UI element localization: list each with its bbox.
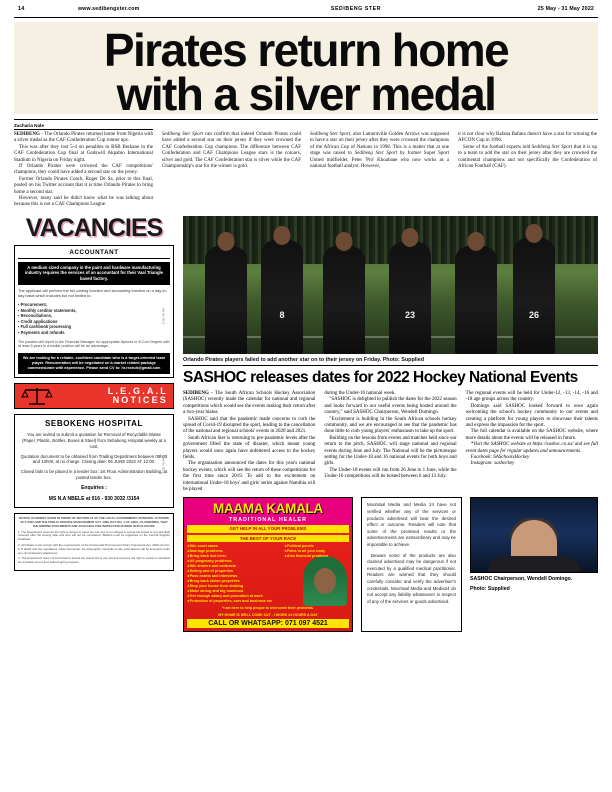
page-number: 14 <box>18 5 25 12</box>
maama-services <box>187 544 349 604</box>
hospital-ad-code: Ref No 0012 <box>161 456 166 474</box>
maama-ad-title: MAAMA KAMALA <box>213 501 323 517</box>
sashoc-facebook-handle[interactable]: Facebook: SASchoolsHockey <box>470 454 530 460</box>
disclaimer-p2: Beware some of the products are also claimed advertised may be dangerous if not executed by a qualified medical practitioner. Readers are warned that they should carefully consider and verify the advertiser's credentials. MooiVaal Media and Media24 do not accept any liability whatsoever in respect of any of the services or goods advertised. <box>367 552 456 604</box>
sashoc-column-1 <box>183 391 315 494</box>
sashoc-instagram-handle[interactable]: Instagram: sashockey <box>470 461 515 467</box>
player-figure <box>261 240 303 354</box>
list-item: ★ Win court cases <box>187 544 284 549</box>
sashoc-headline: SASHOC releases dates for 2022 Hockey National Events <box>183 365 598 387</box>
player-figure <box>389 242 431 354</box>
list-item: ★ Bring back stolen properties <box>187 579 284 584</box>
healer-portrait <box>303 556 347 606</box>
lead-col3-emphasis-2: Sedibeng Ster Sport <box>354 151 398 157</box>
list-item: ▪ Reconciliations, <box>18 313 170 319</box>
list-item: ★ Pains in all your body <box>284 549 349 554</box>
list-item: ▪ Credit applications <box>18 319 170 325</box>
portrait-shoulders <box>488 556 580 572</box>
list-item: ★ Bring back lost lover <box>187 554 284 559</box>
jersey-number: 8 <box>279 309 285 320</box>
lead-col3-p1b: by former Super Sport United midfielder, Peter 'Pro' Khoabane who now works as a national football analyst. However, <box>310 151 449 170</box>
player-figure <box>205 246 247 354</box>
list-item: ★ Also financial problems <box>284 554 349 559</box>
sashoc-col2-text <box>324 391 456 481</box>
sashoc-col1-p4: The organisation announced the dates for this year's national hockey events, which will see the return of these competitions for the first time since 2019. To add to the excitement on international Under-18 boys' and girls' series against Namibia will be played <box>183 461 316 492</box>
list-item: ▪ Full cashbook processing <box>18 324 170 330</box>
sashoc-col1-text <box>183 391 315 494</box>
jersey-number: 26 <box>528 309 540 320</box>
lead-col4-p2-pre: Some of the football experts told <box>463 144 532 150</box>
sashoc-col3-p2: Domingo said SASHOC looked forward to once again welcoming the school's hockey community to our events and creating a platform for young players to showcase their talents and express the impassion for the sport. <box>465 403 598 428</box>
lead-col3-p1: , also Lamontville Golden Arrows was supposed to have a star on their jersey after they were crowned the champions of the African Cup of Nations in 1998. This is a matter that at one stage was raised to <box>310 132 450 157</box>
orlando-pirates-photo <box>183 216 598 354</box>
sashoc-col2-p2: "SASHOC is delighted to publish the dates for the 2022 season and looks forward to our useful events being hosted around the country," said SASHOC Chairperson, Wendell Domingo. <box>324 397 457 416</box>
sashoc-col2-p3: "Excitement is building in the South African schools hockey community, and we are encouraged to see that the pandemic has done little to curb young players' enthusiasm to take up the sport. <box>324 416 457 435</box>
list-item: ▪ Payments and refunds <box>18 330 170 336</box>
advertising-disclaimer <box>361 497 462 632</box>
jersey-number: 23 <box>404 309 416 320</box>
wendell-domingo-photo <box>470 497 598 573</box>
website-url[interactable]: www.sedibengster.com <box>78 5 140 12</box>
issue-date: 25 May - 31 May 2022 <box>537 5 594 12</box>
lead-col3-text <box>310 132 449 170</box>
lead-photo-block <box>183 216 598 363</box>
sashoc-column-2 <box>324 391 456 494</box>
headline-line-1: Pirates return home <box>103 24 509 76</box>
list-item: ▪ Procurement, <box>18 302 170 308</box>
legal-notices-banner <box>14 383 174 409</box>
vacancy-intro: A medium sized company in the paint and hardware manufacturing industry requires the services of an accountant for their Vaal Triangle based factory. <box>18 262 170 285</box>
bottom-row <box>183 497 598 632</box>
lead-col1-p5: However, many said he didn't know what he was talking about because this is not a CAF Champions League. <box>14 196 153 208</box>
maama-strapline-2: THE BEST OF YOUR RACE <box>187 535 349 542</box>
lead-column-4 <box>458 123 597 209</box>
lead-column-3 <box>310 123 449 209</box>
lead-col1-p3: If Orlando Pirates were crowned the CAF competitions' champions, they could have added a second star on the jersey. <box>14 164 153 176</box>
sashoc-col2-p1: during the Under-16 national week. <box>324 390 396 396</box>
vacancies-title: VACANCIES <box>25 213 163 242</box>
list-item: ★ Make strong and big manhood <box>187 589 284 594</box>
fine-print-3: 3. The Department does not bind itself to accept the lowest bid or any bid and reserves the right to cancel or withdraw the invitation at any time without giving reasons. <box>18 556 170 565</box>
legal-line-1: L.E.G.A.L <box>107 386 168 397</box>
maama-ad-subtitle: TRADITIONAL HEALER <box>228 517 308 524</box>
sashoc-col3-text <box>466 391 598 468</box>
classifieds-rail <box>14 212 174 633</box>
portrait-caption-line-2: Photo: Supplied <box>470 586 510 593</box>
fine-print-heading: NOTICE IS HEREBY GIVEN IN TERMS OF SECTION 21 OF THE LOCAL GOVERNMENT: MUNICIPAL SYSTEMS ACT, 2000 AND THE PUBLIC FINANCE MANAGEMENT ACT, 1999 (ACT NO. 1 OF 1999), AS AMENDED, THAT THE BIDDING DOCUMENTS ARE AVAILABLE FOR INSPECTION DURING OFFICE HOURS. <box>19 515 169 528</box>
sashoc-col1-p2: SASHOC said that the pandemic made concerns to curb the spread of Covid-19 disrupted the sport, leading to the cancellation of the national and regional schools' events in 2020 and 2021. <box>183 416 316 435</box>
maama-services-right <box>284 544 349 559</box>
maama-strapline-1: GET HELP IN ALL YOUR PROBLEMS <box>187 525 349 532</box>
player-figure <box>455 246 497 354</box>
sebokeng-hospital-notice[interactable] <box>14 414 174 508</box>
lead-photo-caption: Orlando Pirates players failed to add another star on to their jersey on Friday. Photo: Supplied <box>183 356 425 363</box>
list-item: ★ Political panels <box>284 544 349 549</box>
lead-col2-emphasis: Sedibeng Ster Sport <box>162 132 204 137</box>
legal-banner-text <box>54 387 168 405</box>
vacancy-footer: We are looking for a reliable, confident candidate who is a target-oriented team player. Remuneration will be negotiated on a market related package commensurate with experience. Please send CV to: hr.recruit@gmail.com <box>18 353 170 374</box>
lead-col1-p4: Former Orlando Pirates Coach, Roger De Sa, prior to this final, posted on his Twitter account that it is time Orlando Pirates to bring home a second star. <box>14 176 153 195</box>
list-item: ★ Stop your house from shaking <box>187 584 284 589</box>
vacancy-note: The position will report to the Financial Manager. An appropriate diploma or B.Com Degree with at least 5 years in a similar position will be an advantage. <box>18 339 170 349</box>
lead-col4-p1: it is not clear why Bafana Bafana doesn't have a star for winning the AFCON Cup in 1996. <box>458 132 597 144</box>
accountant-vacancy-ad[interactable] <box>14 245 174 378</box>
lead-col1-p2: This was after they lost 5-4 on penalties to RSB Berkane in the CAF Confederation Cup final at Godswill Akpabio International Stadium in Nigeria on Friday night. <box>14 144 153 163</box>
disclaimer-p1: MooiVaal Media and Media 24 have not verified whether any of the services or products advertised will bear the desired effect or outcome. Readers will note that some of the promised results or the advertisements are extraordinary and may be impossible to achieve. <box>367 502 456 547</box>
sashoc-col2-p4: Building on the lessons from events and matches held since our return to the pitch, SASHOC will stage national and regional events during June and July. The National will be the picturesque setting for the Under-18 and 16 national events for both boys and girls. <box>324 435 457 467</box>
lead-col4-p2: that it is up to a team to add the star on their jersey after they are crowned the continental champions and not specifically the Confederation of African Football (CAF). <box>458 144 597 170</box>
vacancy-role: ACCOUNTANT <box>18 249 170 259</box>
fine-print-2: 2. All bidders must comply with the requirements of the Preferential Procurement Policy Framework Act, 2000 (Act No. 5 of 2000) and the regulations made thereunder. No telegraphic, facsimile or late submissions will be accepted under any circumstances whatsoever. <box>18 542 170 555</box>
lead-col1-p1: - The Orlando Pirates returned home from Nigeria with a silver medal as the CAF Confederation Cup runner ups. <box>14 132 153 144</box>
maama-kamala-ad[interactable] <box>183 497 353 632</box>
maama-footer-note: *I am here to help people to overcome their problems. <box>222 606 314 611</box>
fine-print-1: 1. The Department reserves the right to accept or reject any bid and is not obliged to accept the lowest or any bid. Bids received after the closing date and time will not be considered. Bidders must be registered on the Central Supplier Database. <box>18 529 170 542</box>
maama-services-left <box>187 544 284 604</box>
lead-col2-p1: can confirm that indeed Orlando Pirates could have added a second star on their jersey if they were crowned the CAF Confederation Cup champions. The difference between CAF Confederation and CAF Champions League stars is the colours, silver and gold. The CAF Confederation star is silver while the CAF Championship's star for the winner is gold. <box>162 132 301 170</box>
legal-line-2: NOTICES <box>112 395 168 406</box>
lead-col2-text <box>162 132 301 170</box>
headline-line-2: with a silver medal <box>116 68 496 120</box>
sashoc-column-3 <box>466 391 598 494</box>
lead-col4-emphasis: Sedibeng Ster Sport <box>531 144 573 150</box>
sashoc-note-1: *Visit the SASHOC website at https://sashoc.co.za/ and see full event dates page for regular updates and announcements. <box>465 442 598 454</box>
player-figure <box>323 246 365 354</box>
lower-region <box>14 212 598 633</box>
list-item: ★ Selling and of properties <box>187 569 284 574</box>
sashoc-col3-p1: The regional events will be held for Under-12, -13, -14, -16 and -18 age groups across the country. <box>465 390 598 403</box>
lead-col1-text <box>14 132 153 209</box>
hospital-notice-p3: Closed bids to be placed in a tender box: 1st Floor Administration Building, at posted tender box. <box>20 469 168 480</box>
lead-col4-text <box>458 132 597 170</box>
maama-services-right-col <box>284 544 349 604</box>
sashoc-col1-p1: - The South African Schools Hockey Association (SASHOC) recently made the calendar for national and regional competitions which would see the events making their return after a two-year hiatus. <box>183 390 316 416</box>
hospital-fine-print <box>14 513 174 571</box>
hospital-enquiries-label: Enquiries : <box>81 484 107 491</box>
list-item: ★ Get enough salary and promotion at work <box>187 594 284 599</box>
list-item: ★ All pregnancy problems <box>187 559 284 564</box>
masthead <box>14 0 598 18</box>
hospital-enquiries-value: MS N.A NBELE at 016 - 930 3032 /3154 <box>48 495 140 502</box>
scales-of-justice-icon <box>20 385 54 407</box>
player-figure <box>513 238 555 354</box>
lead-story-columns <box>14 119 598 209</box>
ad-reference-code: Ref No 0012 <box>161 307 166 325</box>
list-item: ★ Protection of properties, cars and business etc <box>187 599 284 604</box>
portrait-caption-line-1: SASHOC Chairperson, Wendell Domingo. <box>470 576 573 583</box>
list-item: ★ Pass exams and interviews <box>187 574 284 579</box>
sashoc-col1-p3: South African Ster is returning to pre-pandemic levels after the government lifted the state of disaster, which meant young players would once again have unfettered access to the hockey fields. <box>183 435 316 460</box>
lead-column-2 <box>162 123 301 209</box>
maama-hours-note: MY HOME IS WELL COME 24/7 - I WORK 24 HOURS A DAY <box>218 612 318 617</box>
lead-column-1 <box>14 123 153 209</box>
lead-col3-emphasis: Sedibeng Ster Sport <box>310 132 351 137</box>
vacancy-paragraph: The applicant will perform the full costing function and accounting function on a day-to-day basis which includes but not limited to: <box>18 287 168 298</box>
maama-call-button[interactable]: CALL OR WHATSAPP: 071 097 4521 <box>187 619 349 628</box>
hospital-notice-title: SEBOKENG HOSPITAL <box>44 419 144 429</box>
sashoc-col2-p5: The Under-18 events will run from 26 June to 1 June, while the Under-16 competitions will be hosted between 6 and 13 July. <box>324 467 457 480</box>
sashoc-portrait-block <box>470 497 598 632</box>
hospital-notice-p2: Quotation document to be obtained from Trading Department between 08h00 and 13h00, at no charge. Closing date: 06 JUNE 2022 AT 12:00. <box>20 453 168 465</box>
list-item: ▪ Monthly creditor statements, <box>18 308 170 314</box>
sashoc-dateline: SEDIBENG <box>183 390 209 396</box>
headline-banner <box>14 22 598 120</box>
byline: Zacharia Nale <box>14 123 153 130</box>
list-item: ★ Marriage problems <box>187 549 284 554</box>
sashoc-col3-p3: The full calendar is available on the SASHOC website, where more details about the events will be released in future. <box>465 429 598 441</box>
vacancy-duties-list <box>18 302 170 336</box>
dateline: SEDIBENG <box>14 132 40 137</box>
hospital-notice-p1: You are invited to submit a quotation for Removal of Recyclable Waste (Paper, Plastic, Bottles, Boxes & Steel) from Sebokeng Hospital weekly at a cost. <box>22 432 166 449</box>
main-content-area <box>183 212 598 633</box>
list-item: ★ Win tenders and contracts <box>187 564 284 569</box>
publication-title: SEDIBENG STER <box>330 5 382 12</box>
sashoc-columns <box>183 391 598 494</box>
